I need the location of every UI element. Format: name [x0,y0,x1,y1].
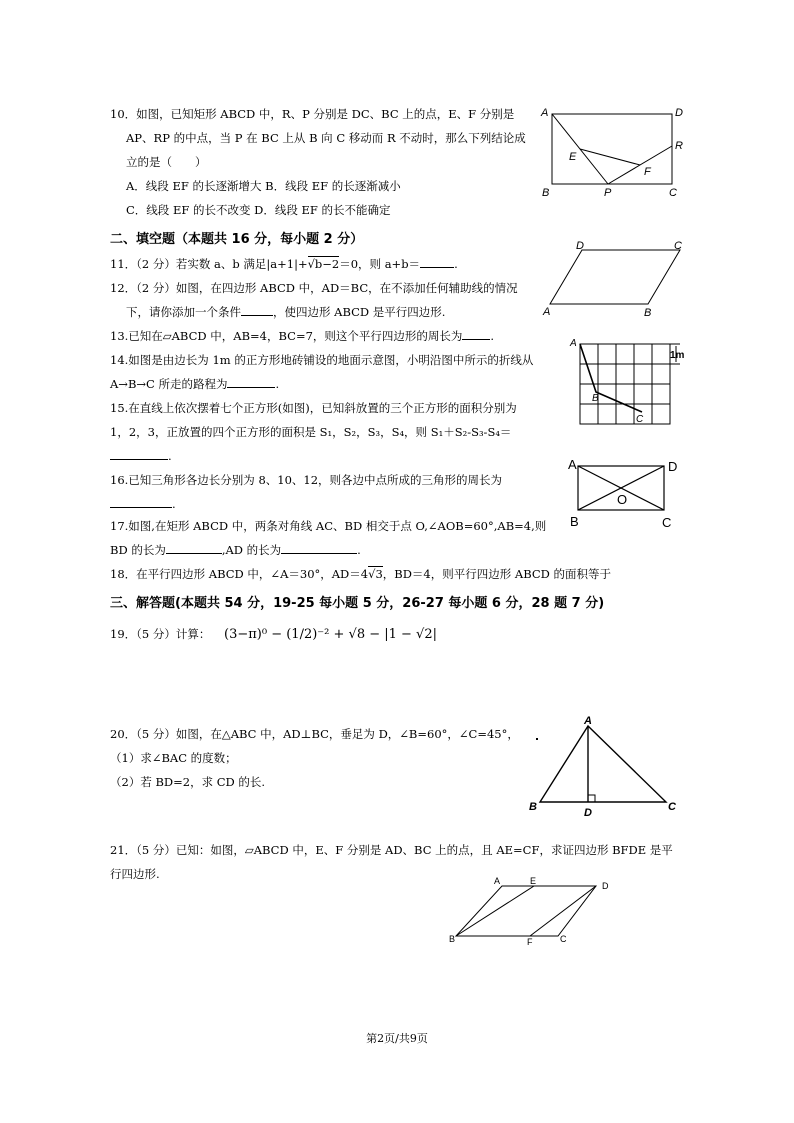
q21-parallelogram [456,886,596,936]
q12-line2b: ，使四边形 ABCD 是平行四边形. [273,305,446,319]
q20-label-a: A [584,715,592,727]
q20-label-b: B [529,801,537,813]
q13-blank[interactable] [462,328,490,340]
q12-label-a: A [543,306,551,318]
q19-expression: (3−π)⁰ − (1/2)⁻² + √8 − |1 − √2| [224,627,437,642]
q21-label-a: A [494,876,501,886]
q17-label-c: C [662,515,672,530]
q14-label-1m: 1m [670,350,685,361]
q20-label-c: C [668,801,676,813]
q20-line1: 20．（5 分）如图，在△ABC 中，AD⊥BC，垂足为 D，∠B=60°，∠C=45°， [110,727,519,741]
q17-line1: 17.如图,在矩形 ABCD 中，两条对角线 AC、BD 相交于点 O,∠AOB=60°,AB=4,则 [110,519,547,533]
q10-rectangle [552,114,672,184]
q10-line2: AP、RP 的中点，当 P 在 BC 上从 B 向 C 移动而 R 不动时，那么下列结论成 [126,131,526,145]
q15-line1: 15.在直线上依次摆着七个正方形(如图)，已知斜放置的三个正方形的面积分别为 [110,401,517,415]
section2-heading: 二、填空题（本题共 16 分，每小题 2 分） [110,232,364,247]
q17-blank-ad[interactable] [281,542,357,554]
q14-line2: A→B→C 所走的路程为 . [110,377,280,391]
q10-label-b: B [542,187,550,199]
q21-label-b: B [449,934,456,944]
q12-label-c: C [674,240,682,252]
q14-grid [580,344,680,424]
q13-line: 13.已知在▱ABCD 中，AB=4，BC=7，则这个平行四边形的周长为 . [110,329,495,343]
q10-line3: 立的是（ ） [126,155,207,169]
q10-label-c: C [669,187,677,199]
q19-line [110,626,437,643]
q11-line: 11．（2 分）若实数 a、b 满足|a+1|+√b−2＝0，则 a+b＝ . [110,257,458,271]
q21-figure [446,872,626,950]
q13-text: 13.已知在▱ABCD 中，AB=4，BC=7，则这个平行四边形的周长为 [110,329,463,343]
q14-figure [566,334,690,434]
q20-triangle [540,726,666,802]
q10-label-a: A [541,107,549,119]
q17-line2a: BD 的长为 [110,543,166,557]
q12-blank[interactable] [241,304,273,316]
q17-label-a: A [568,457,577,472]
q21-line1: 21．（5 分）已知：如图，▱ABCD 中，E、F 分别是 AD、BC 上的点，且 AE=CF，求证四边形 BFDE 是平 [110,843,673,857]
q18-pre: 18．在平行四边形 ABCD 中，∠A＝30°，AD＝4 [110,567,369,581]
q12-figure [540,238,690,320]
q16-blank[interactable] [110,496,172,508]
q12-line1: 12．（2 分）如图，在四边形 ABCD 中，AD＝BC，在不添加任何辅助线的情况 [110,281,518,295]
q10-line1: 10．如图，已知矩形 ABCD 中，R、P 分别是 DC、BC 上的点，E、F 分别是 [110,107,515,121]
q10-options-cd: C．线段 EF 的长不改变 D．线段 EF 的长不能确定 [126,203,391,217]
q21-label-f: F [527,937,533,947]
q20-figure [526,712,682,822]
q11-pre: 11．（2 分）若实数 a、b 满足|a+1|+ [110,257,308,271]
q18-line: 18．在平行四边形 ABCD 中，∠A＝30°，AD＝4√3，BD＝4，则平行四边形 ABCD 的面积等于 [110,567,612,581]
q10-figure [538,104,688,200]
q14-label-c: C [636,414,644,425]
section3-heading: 三、解答题(本题共 54 分，19-25 每小题 5 分，26-27 每小题 6 分，28 题 7 分) [110,596,605,611]
q14-path [580,344,642,412]
q15-line2: 1，2，3，正放置的四个正方形的面积是 S₁，S₂，S₃，S₄，则 S₁＋S₂-S₃-S₄＝ [110,425,512,439]
q11-blank[interactable] [420,256,454,268]
q12-label-d: D [576,240,584,252]
q10-label-e: E [569,151,577,163]
q17-figure [564,454,686,530]
q16-text: 16.已知三角形各边长分别为 8、10、12，则各边中点所成的三角形的周长为 [110,473,503,487]
q12-line2a: 下，请你添加一个条件 [126,305,241,319]
q17-label-o: O [617,492,628,507]
q18-radicand: 3 [375,567,383,581]
q19-label: 19．（5 分）计算： [110,627,211,641]
q10-label-p: P [604,187,612,199]
q17-line2: BD 的长为 ,AD 的长为 . [110,543,361,557]
q17-label-b: B [570,514,579,529]
q10-label-f: F [644,166,651,178]
q21-label-d: D [602,881,609,891]
q11-post: ＝0，则 a+b＝ [339,257,421,271]
q17-blank-bd[interactable] [166,542,222,554]
q14-blank[interactable] [227,376,275,388]
q20-label-d: D [584,807,592,819]
q20-line2: （1）求∠BAC 的度数； [110,751,237,765]
q17-label-d: D [668,459,678,474]
q21-label-e: E [530,876,537,886]
q15-line3: . [110,448,172,464]
q21-label-c: C [560,934,567,944]
q12-line2 [126,304,445,320]
q21-line2: 行四边形. [110,867,160,881]
page-footer: 第2页/共9页 [366,1032,428,1045]
q18-post: ，BD＝4，则平行四边形 ABCD 的面积等于 [382,567,612,581]
q12-label-b: B [644,307,652,319]
q12-parallelogram [550,250,680,304]
q17-line2b: ,AD 的长为 [221,543,282,557]
q14-line2-text: A→B→C 所走的路程为 [110,377,228,391]
q14-line1: 14.如图是由边长为 1m 的正方形地砖铺设的地面示意图，小明沿图中所示的折线从 [110,353,534,367]
q10-label-r: R [675,140,683,152]
q10-options-ab: A．线段 EF 的长逐渐增大 B．线段 EF 的长逐渐减小 [126,179,401,193]
q14-label-b: B [592,393,599,404]
q14-label-a: A [570,338,577,349]
q20-line3: （2）若 BD=2，求 CD 的长. [110,775,266,789]
q15-blank[interactable] [110,448,168,460]
q16-line2: . [110,496,176,512]
q10-label-d: D [675,107,683,119]
q11-radicand: b−2 [314,257,340,271]
